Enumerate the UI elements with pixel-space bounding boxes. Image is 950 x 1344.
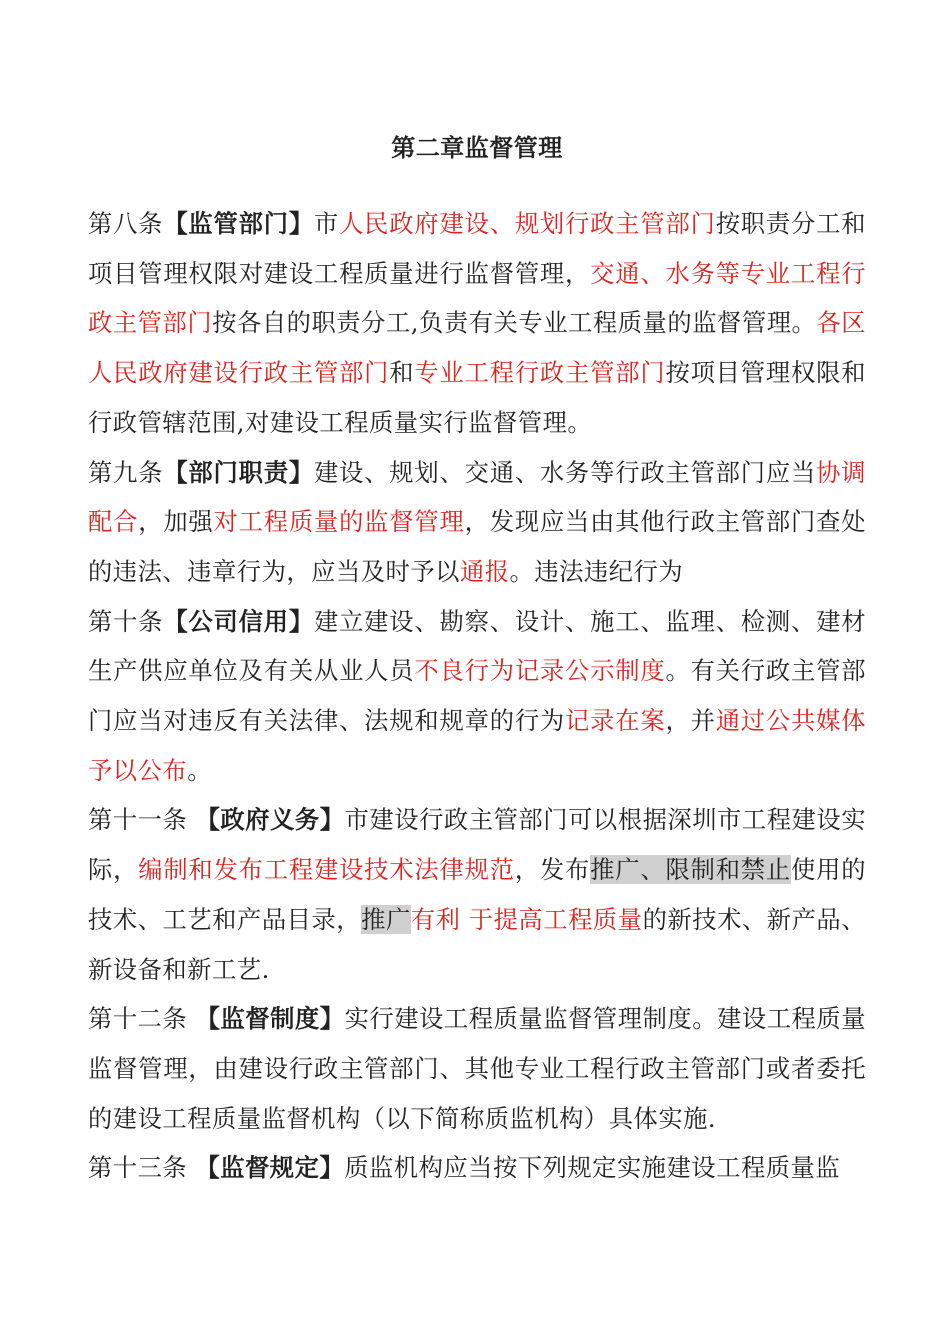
article-heading: 【监督制度】 <box>195 1004 345 1034</box>
article-text: 。有关行政主管部门应当对违反有关法律、法规和规章的行为 <box>88 656 867 736</box>
article-text: 按职责分工和项目管理权限对建设工程质量进行监督管理， <box>88 209 867 288</box>
article-heading: 【监督规定】 <box>195 1153 345 1183</box>
article-text: 第八条 <box>88 209 164 238</box>
article-text: 按项目管理权限和行政管辖范围,对建设工程质量实行监督管理。 <box>88 358 867 437</box>
emphasis-text: 对工程质量的监督管理 <box>213 507 465 537</box>
article-text: ，发现应当由其他行政主管部门查处的违法、违章行为，应当及时予以 <box>88 507 867 586</box>
article-text: ，并 <box>665 706 716 736</box>
emphasis-text: 通过公共媒体予以公布 <box>88 706 867 785</box>
article-text: 第十三条 <box>88 1153 196 1183</box>
article-11 <box>88 795 866 994</box>
emphasis-text: 有利 于提高工程质量 <box>410 904 643 934</box>
article-9 <box>88 448 866 597</box>
article-text: 第十二条 <box>88 1004 196 1034</box>
chapter-title: 第二章监督管理 <box>391 134 563 162</box>
article-text: 按各自的职责分工,负责有关专业工程质量的监督管理。 <box>212 308 817 338</box>
emphasis-text: 不良行为记录公示制度 <box>414 656 666 686</box>
article-text: 第十条 <box>88 606 164 636</box>
highlighted-text: 推广 <box>361 904 411 934</box>
article-text: 质监机构应当按下列规定实施建设工程质量监 <box>344 1153 841 1183</box>
article-text: 市 <box>313 209 340 238</box>
article-heading: 【部门职责】 <box>163 457 314 487</box>
article-text: 。 <box>187 755 212 785</box>
emphasis-text: 各区人民政府建设行政主管部门 <box>88 308 866 388</box>
article-10 <box>88 597 866 796</box>
article-text: 实行建设工程质量监督管理制度。建设工程质量监督管理，由建设行政主管部门、其他专业工程行政主管部门或者委托的建设工程质量监督机构（以下简称质监机构）具体实施. <box>88 1004 867 1133</box>
document-body <box>88 199 866 1193</box>
emphasis-text: 通报 <box>459 556 510 586</box>
article-text: ，发布 <box>514 855 591 885</box>
article-text: ，加强 <box>138 507 214 537</box>
article-text: 。违法违纪行为 <box>509 556 684 586</box>
article-heading: 【公司信用】 <box>163 606 314 636</box>
article-13 <box>88 1143 866 1193</box>
article-heading: 【政府义务】 <box>195 805 345 835</box>
article-text: 和 <box>389 358 415 388</box>
article-heading: 【监管部门】 <box>163 209 314 238</box>
article-text: 建立建设、勘察、设计、施工、监理、检测、建材生产供应单位及有关从业人员 <box>88 606 867 686</box>
article-text: 建设、规划、交通、水务等行政主管部门应当 <box>313 457 817 487</box>
article-text: 使用的技术、工艺和产品目录， <box>88 855 867 934</box>
highlighted-text: 推广、限制和禁止 <box>590 855 792 885</box>
article-text: 市建设行政主管部门可以根据深圳市工程建设实际， <box>88 805 867 885</box>
emphasis-text: 协调配合 <box>88 457 867 537</box>
article-8 <box>88 199 866 448</box>
emphasis-text: 专业工程行政主管部门 <box>414 358 666 388</box>
emphasis-text: 交通、水务等专业工程行政主管部门 <box>88 258 867 338</box>
article-12 <box>88 994 866 1143</box>
article-text: 的新技术、新产品、新设备和新工艺. <box>88 904 867 984</box>
article-text: 第十一条 <box>88 805 196 835</box>
emphasis-text: 编制和发布工程建设技术法律规范 <box>138 855 515 885</box>
emphasis-text: 人民政府建设、规划行政主管部门 <box>339 209 716 238</box>
emphasis-text: 记录在案 <box>565 706 666 736</box>
article-text: 第九条 <box>88 457 164 487</box>
